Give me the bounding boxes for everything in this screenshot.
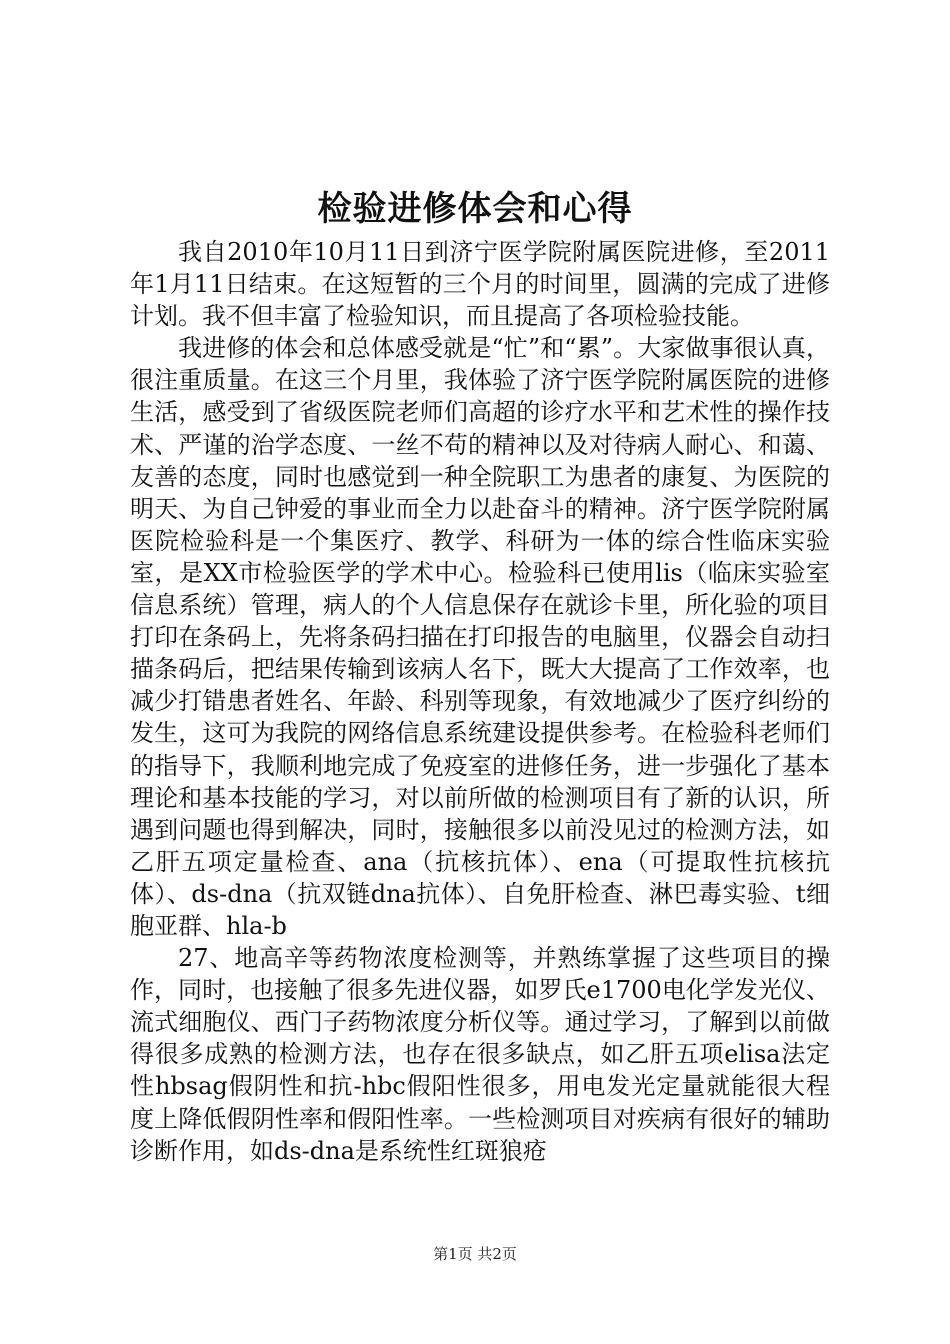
paragraph-2: 我进修的体会和总体感受就是“忙”和“累”。大家做事很认真，很注重质量。在这三个月里，我体验了济宁医学院附属医院的进修生活，感受到了省级医院老师们高超的诊疗水平和艺术性的操作技术、严谨的治学态度、一丝不苟的精神以及对待病人耐心、和蔼、友善的态度，同时也感觉到一种全院职工为患者的康复、为医院的明天、为自己钟爱的事业而全力以赴奋斗的精神。济宁医学院附属医院检验科是一个集医疗、教学、科研为一体的综合性临床实验室，是XX市检验医学的学术中心。检验科已使用lis（临床实验室信息系统）管理，病人的个人信息保存在就诊卡里，所化验的项目打印在条码上，先将条码扫描在打印报告的电脑里，仪器会自动扫描条码后，把结果传输到该病人名下，既大大提高了工作效率，也减少打错患者姓名、年龄、科别等现象，有效地减少了医疗纠纷的发生，这可为我院的网络信息系统建设提供参考。在检验科老师们的指导下，我顺利地完成了免疫室的进修任务，进一步强化了基本理论和基本技能的学习，对以前所做的检测项目有了新的认识，所遇到问题也得到解决，同时，接触很多以前没见过的检测方法，如乙肝五项定量检查、ana（抗核抗体）、ena（可提取性抗核抗体）、ds-dna（抗双链dna抗体）、自免肝检查、淋巴毒实验、t细胞亚群、hla-b [130, 334, 830, 940]
paragraph-3: 27、地高辛等药物浓度检测等，并熟练掌握了这些项目的操作，同时，也接触了很多先进仪器，如罗氏e1700电化学发光仪、流式细胞仪、西门子药物浓度分析仪等。通过学习，了解到以前做得很多成熟的检测方法，也存在很多缺点，如乙肝五项elisa法定性hbsag假阴性和抗-hbc假阳性很多，用电发光定量就能很大程度上降低假阴性率和假阳性率。一些检测项目对疾病有很好的辅助诊断作用，如ds-dna是系统性红斑狼疮 [130, 944, 830, 1165]
page-number-footer: 第1页 共2页 [433, 1245, 517, 1263]
document-body [130, 236, 830, 1167]
paragraph-1: 我自2010年10月11日到济宁医学院附属医院进修，至2011年1月11日结束。在这短暂的三个月的时间里，圆满的完成了进修计划。我不但丰富了检验知识，而且提高了各项检验技能。 [130, 238, 830, 331]
document-title: 检验进修体会和心得 [317, 189, 633, 229]
